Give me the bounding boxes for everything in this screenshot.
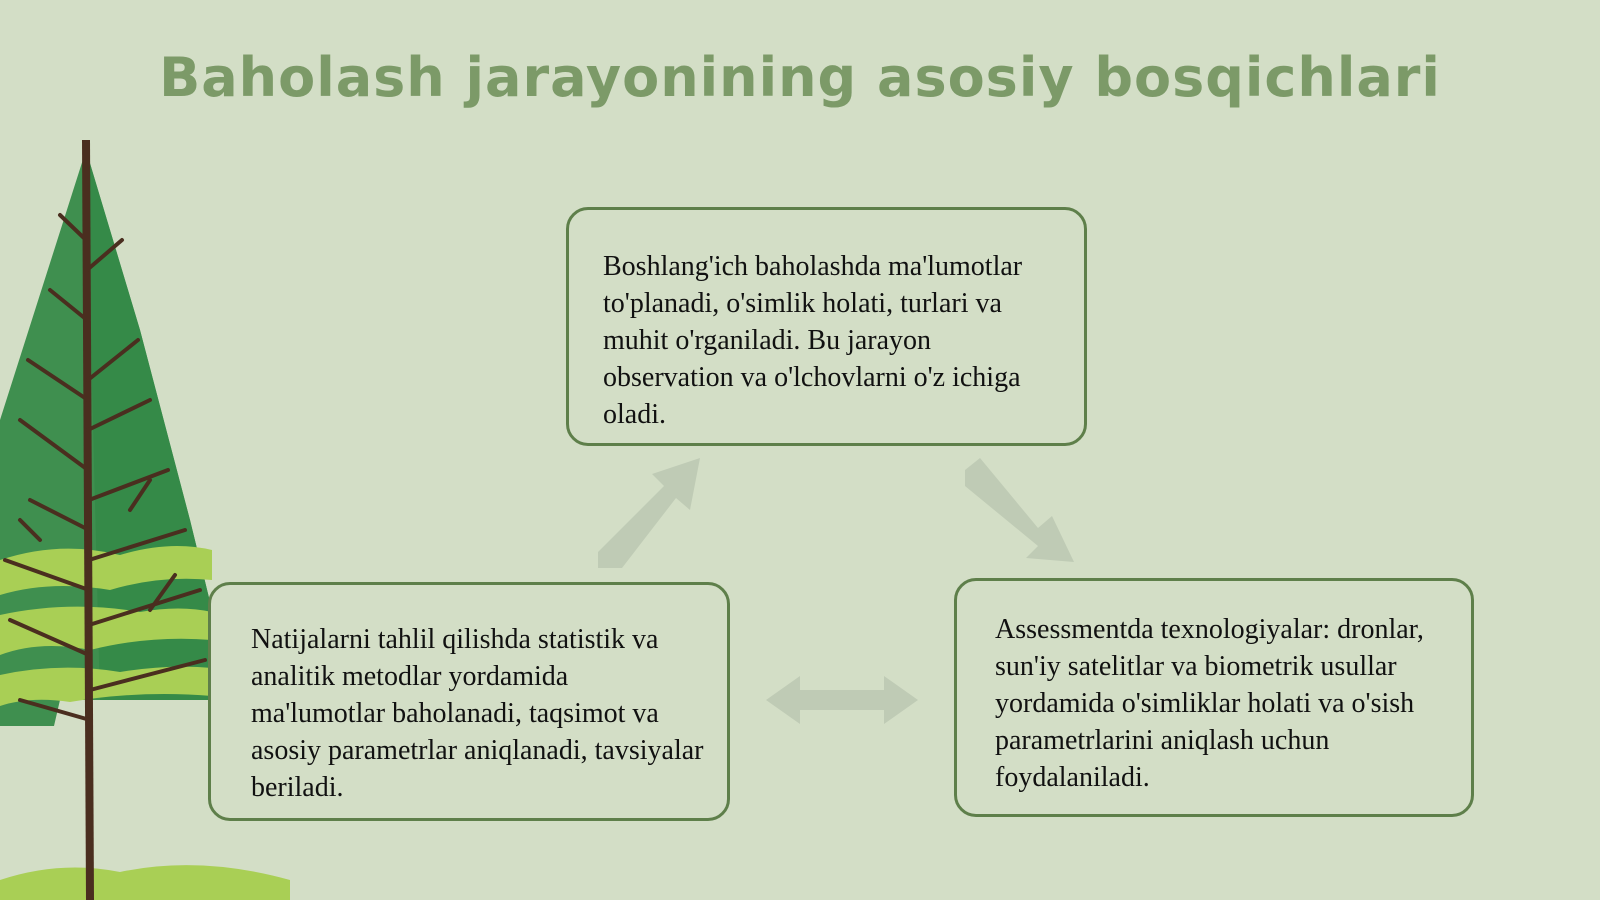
arrow-up-right xyxy=(598,458,700,568)
arrow-down-right xyxy=(965,458,1074,562)
stage-text-analysis: Natijalarni tahlil qilishda statistik va analitik metodlar yordamida ma'lumotlar baholanadi, taqsimot va asosiy parametrlar aniqlanadi, tavsiyalar beriladi. xyxy=(251,624,704,803)
stage-text-technologies: Assessmentda texnologiyalar: dronlar, sun'iy satelitlar va biometrik usullar yordamida o'simliklar holati va o'sish parametrlarini aniqlash uchun foydalaniladi. xyxy=(995,614,1424,793)
stage-box-technologies xyxy=(954,578,1474,817)
stage-box-initial-assessment xyxy=(566,207,1087,446)
stage-text-initial-assessment: Boshlang'ich baholashda ma'lumotlar to'planadi, o'simlik holati, turlari va muhit o'rganiladi. Bu jarayon observation va o'lchovlarni o'z ichiga oladi. xyxy=(603,251,1023,430)
stage-box-analysis xyxy=(208,582,730,821)
arrow-left-right xyxy=(766,676,918,724)
slide-title: Baholash jarayonining asosiy bosqichlari xyxy=(159,46,1441,109)
